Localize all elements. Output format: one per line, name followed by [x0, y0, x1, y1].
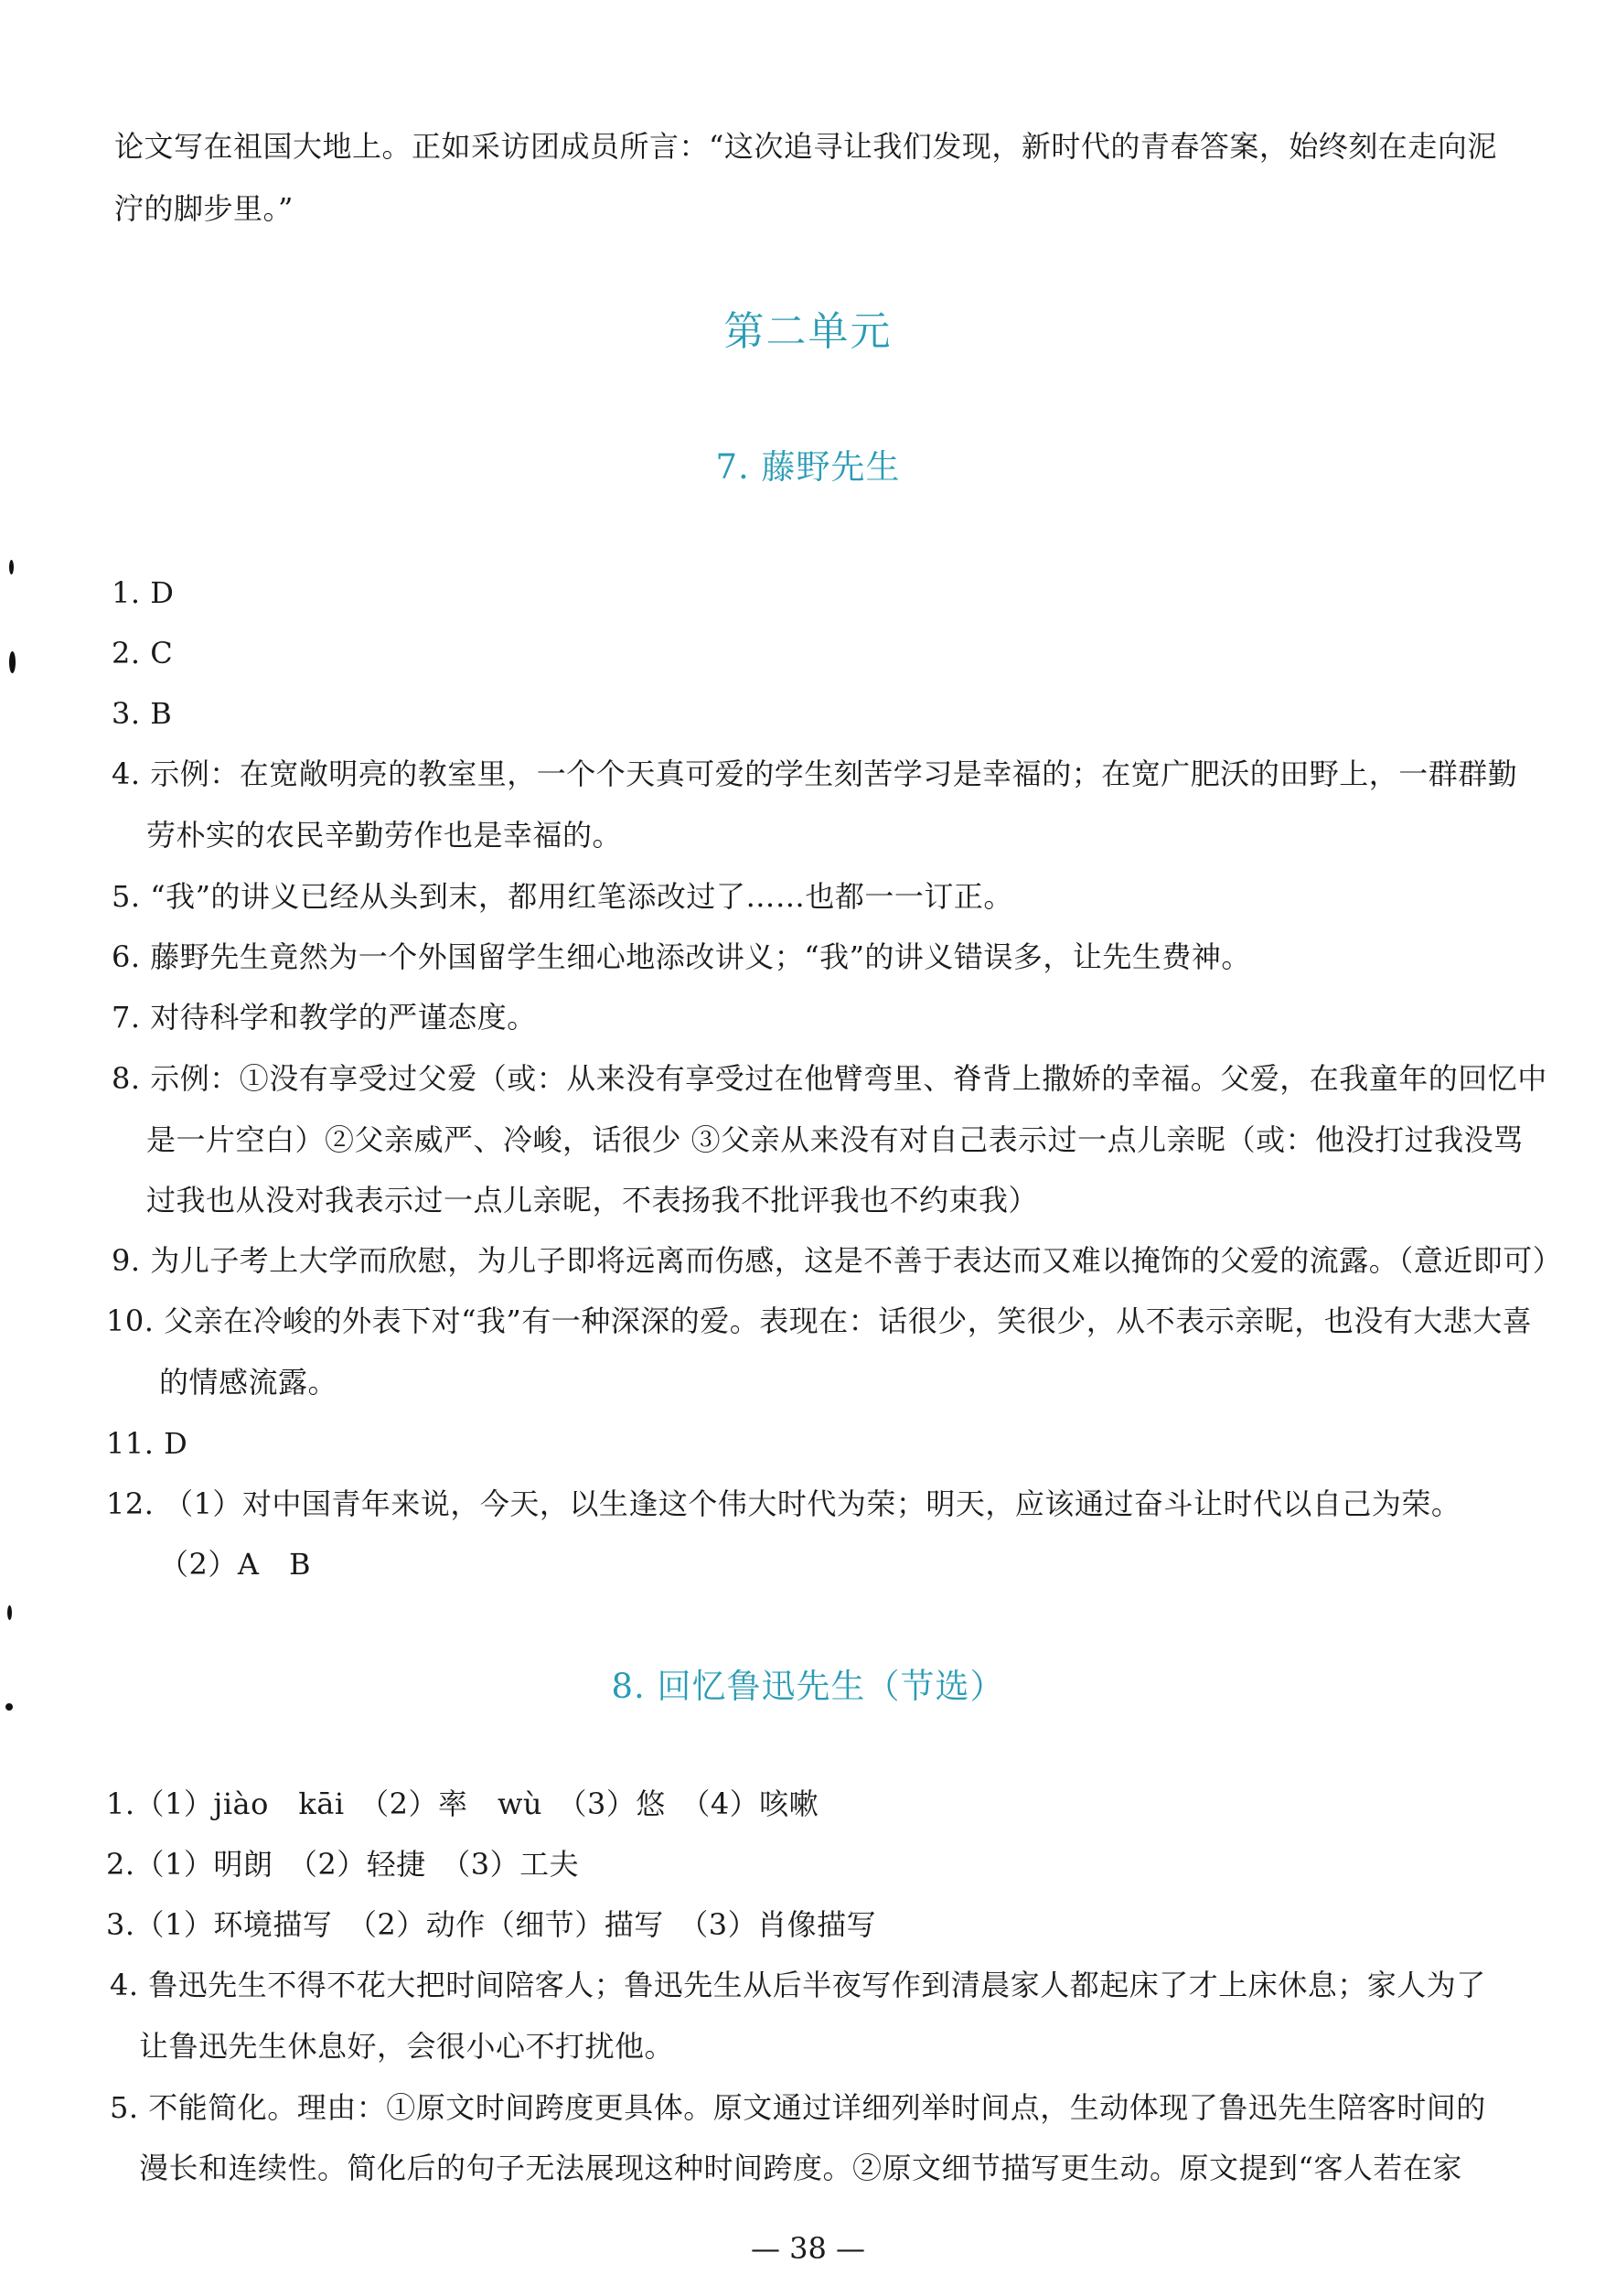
lesson7-answer-1: 1. D — [112, 575, 175, 610]
unit-title: 第二单元 — [723, 308, 893, 355]
lesson7-answer-8-line2: 是一片空白）②父亲威严、冷峻，话很少 ③父亲从来没有对自己表示过一点儿亲昵（或：他没打过我没骂 — [146, 1122, 1524, 1157]
lesson7-answer-4-line1: 4. 示例：在宽敞明亮的教室里，一个个天真可爱的学生刻苦学习是幸福的；在宽广肥沃的田野上，一群群勤 — [112, 756, 1518, 791]
lesson7-answer-9: 9. 为儿子考上大学而欣慰，为儿子即将远离而伤感，这是不善于表达而又难以掩饰的父爱的流露。（意近即可） — [112, 1243, 1563, 1278]
lesson8-answer-5-line1: 5. 不能简化。理由：①原文时间跨度更具体。原文通过详细列举时间点，生动体现了鲁迅先生陪客时间的 — [110, 2090, 1486, 2125]
lesson7-answer-2: 2. C — [112, 636, 174, 671]
scan-speck — [9, 560, 14, 574]
lesson7-answer-8-line3: 过我也从没对我表示过一点儿亲昵，不表扬我不批评我也不约束我） — [146, 1183, 1039, 1218]
lesson7-answer-10-line1: 10. 父亲在冷峻的外表下对“我”有一种深深的爱。表现在：话很少，笑很少，从不表示亲昵，也没有大悲大喜 — [106, 1304, 1533, 1338]
lesson8-answer-4-line1: 4. 鲁迅先生不得不花大把时间陪客人；鲁迅先生从后半夜写作到清晨家人都起床了才上床休息；家人为了 — [110, 1968, 1486, 2002]
lesson8-answer-1: 1.（1）jiào kāi （2）率 wù （3）悠 （4）咳嗽 — [106, 1786, 819, 1821]
page-number: — 38 — — [750, 2231, 866, 2266]
scan-speck — [5, 1703, 13, 1711]
lesson7-answer-7: 7. 对待科学和教学的严谨态度。 — [112, 1000, 537, 1035]
lesson-8-title: 8. 回忆鲁迅先生（节选） — [611, 1667, 1005, 1706]
lesson7-answer-10-line2: 的情感流露。 — [159, 1365, 338, 1400]
intro-line-2: 泞的脚步里。” — [114, 191, 294, 226]
scan-speck — [9, 651, 16, 673]
lesson8-answer-4-line2: 让鲁迅先生休息好，会很小心不打扰他。 — [139, 2029, 675, 2064]
intro-line-1: 论文写在祖国大地上。正如采访团成员所言：“这次追寻让我们发现，新时代的青春答案，始终刻在走向泥 — [114, 129, 1497, 164]
lesson7-answer-12-line2: （2）A B — [159, 1547, 311, 1582]
lesson7-answer-11: 11. D — [106, 1426, 188, 1461]
lesson-7-title: 7. 藤野先生 — [715, 447, 901, 487]
lesson7-answer-12-line1: 12. （1）对中国青年来说，今天，以生逢这个伟大时代为荣；明天，应该通过奋斗让时代以自己为荣。 — [106, 1486, 1461, 1521]
lesson8-answer-5-line2: 漫长和连续性。简化后的句子无法展现这种时间跨度。②原文细节描写更生动。原文提到“客人若在家 — [139, 2151, 1462, 2185]
lesson7-answer-8-line1: 8. 示例：①没有享受过父爱（或：从来没有享受过在他臂弯里、脊背上撒娇的幸福。父爱，在我童年的回忆中 — [112, 1061, 1547, 1096]
lesson8-answer-2: 2.（1）明朗 （2）轻捷 （3）工夫 — [106, 1847, 580, 1882]
lesson8-answer-3: 3.（1）环境描写 （2）动作（细节）描写 （3）肖像描写 — [106, 1907, 877, 1942]
lesson7-answer-5: 5. “我”的讲义已经从头到末，都用红笔添改过了……也都一一订正。 — [112, 879, 1013, 914]
lesson7-answer-3: 3. B — [112, 696, 173, 731]
lesson7-answer-4-line2: 劳朴实的农民辛勤劳作也是幸福的。 — [146, 818, 623, 853]
scan-speck — [7, 1605, 12, 1620]
lesson7-answer-6: 6. 藤野先生竟然为一个外国留学生细心地添改讲义；“我”的讲义错误多，让先生费神。 — [112, 939, 1251, 974]
